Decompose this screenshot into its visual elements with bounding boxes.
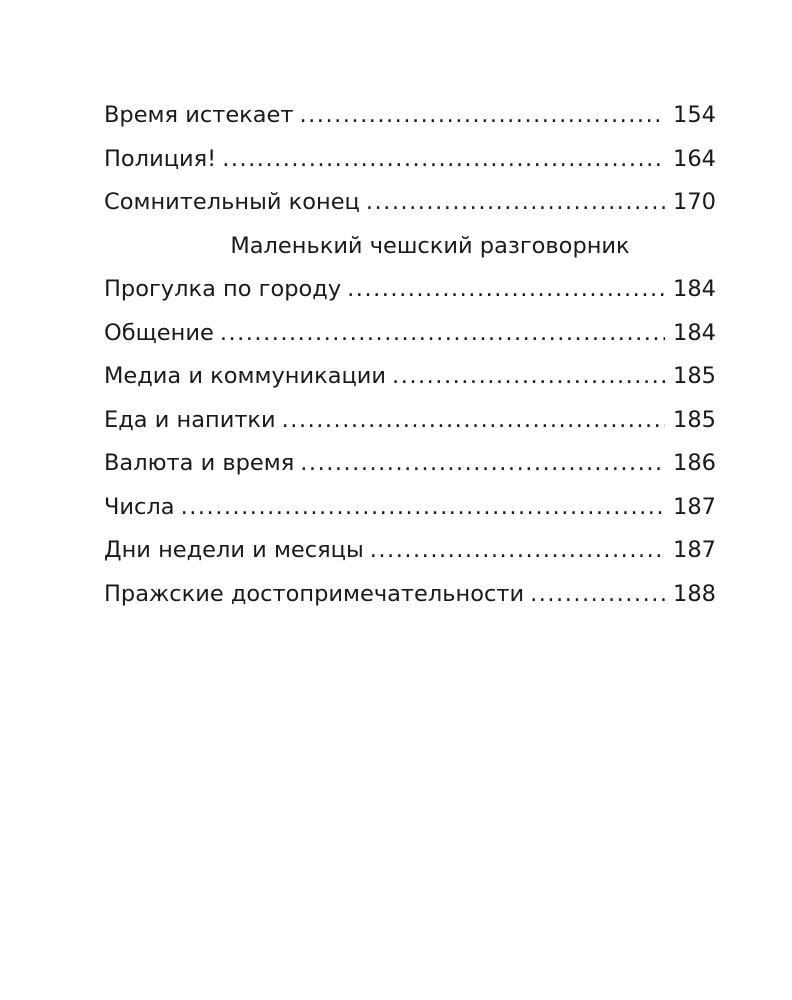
toc-entry-title: Время истекает [104, 102, 294, 128]
toc-entry-title: Пражские достопримечательности [104, 580, 525, 607]
toc-dot-leader [181, 486, 665, 530]
toc-section-heading: Маленький чешский разговорник [230, 232, 630, 259]
toc-entry-page: 164 [673, 145, 716, 172]
toc-entry-page: 170 [673, 189, 716, 215]
toc-entry-page: 187 [673, 537, 716, 563]
toc-entry-title: Прогулка по городу [104, 276, 342, 302]
toc-dot-leader [530, 573, 665, 617]
toc-entry-title: Медиа и коммуникации [104, 363, 387, 389]
toc-entry [104, 181, 716, 225]
toc-entry [104, 486, 716, 530]
toc-entry-page: 188 [673, 580, 716, 607]
toc-entry [104, 573, 716, 617]
toc-entry-page: 185 [673, 363, 716, 389]
toc-dot-leader [282, 399, 665, 443]
toc-entry-page: 184 [673, 319, 716, 346]
toc-dot-leader [222, 138, 665, 182]
toc-dot-leader [300, 94, 666, 138]
toc-entry-page: 185 [673, 406, 716, 433]
toc-entry-title: Валюта и время [104, 450, 295, 476]
toc-entry-title: Полиция! [104, 145, 217, 172]
toc-entry-title: Общение [104, 319, 214, 346]
toc-entry-page: 187 [673, 493, 716, 520]
toc-entry-title: Дни недели и месяцы [104, 537, 364, 563]
toc-entry [104, 138, 716, 182]
toc-entry [104, 399, 716, 443]
toc-entry-title: Еда и напитки [104, 406, 276, 433]
toc-entry-page: 154 [673, 102, 716, 128]
toc-dot-leader [300, 442, 665, 486]
toc-entry [104, 442, 716, 486]
toc-entry [104, 268, 716, 312]
toc-entry [104, 312, 716, 356]
toc-dot-leader [366, 181, 665, 225]
toc-entry-page: 184 [673, 276, 716, 302]
toc-dot-leader [347, 268, 665, 312]
toc-entry [104, 355, 716, 399]
toc-entry-title: Числа [104, 493, 175, 520]
table-of-contents [104, 94, 716, 616]
toc-entry [104, 94, 716, 138]
toc-dot-leader [392, 355, 665, 399]
toc-entry [104, 529, 716, 573]
toc-entry-page: 186 [673, 450, 716, 476]
toc-dot-leader [370, 529, 665, 573]
toc-dot-leader [220, 312, 665, 356]
toc-entry-title: Сомнительный конец [104, 189, 360, 215]
